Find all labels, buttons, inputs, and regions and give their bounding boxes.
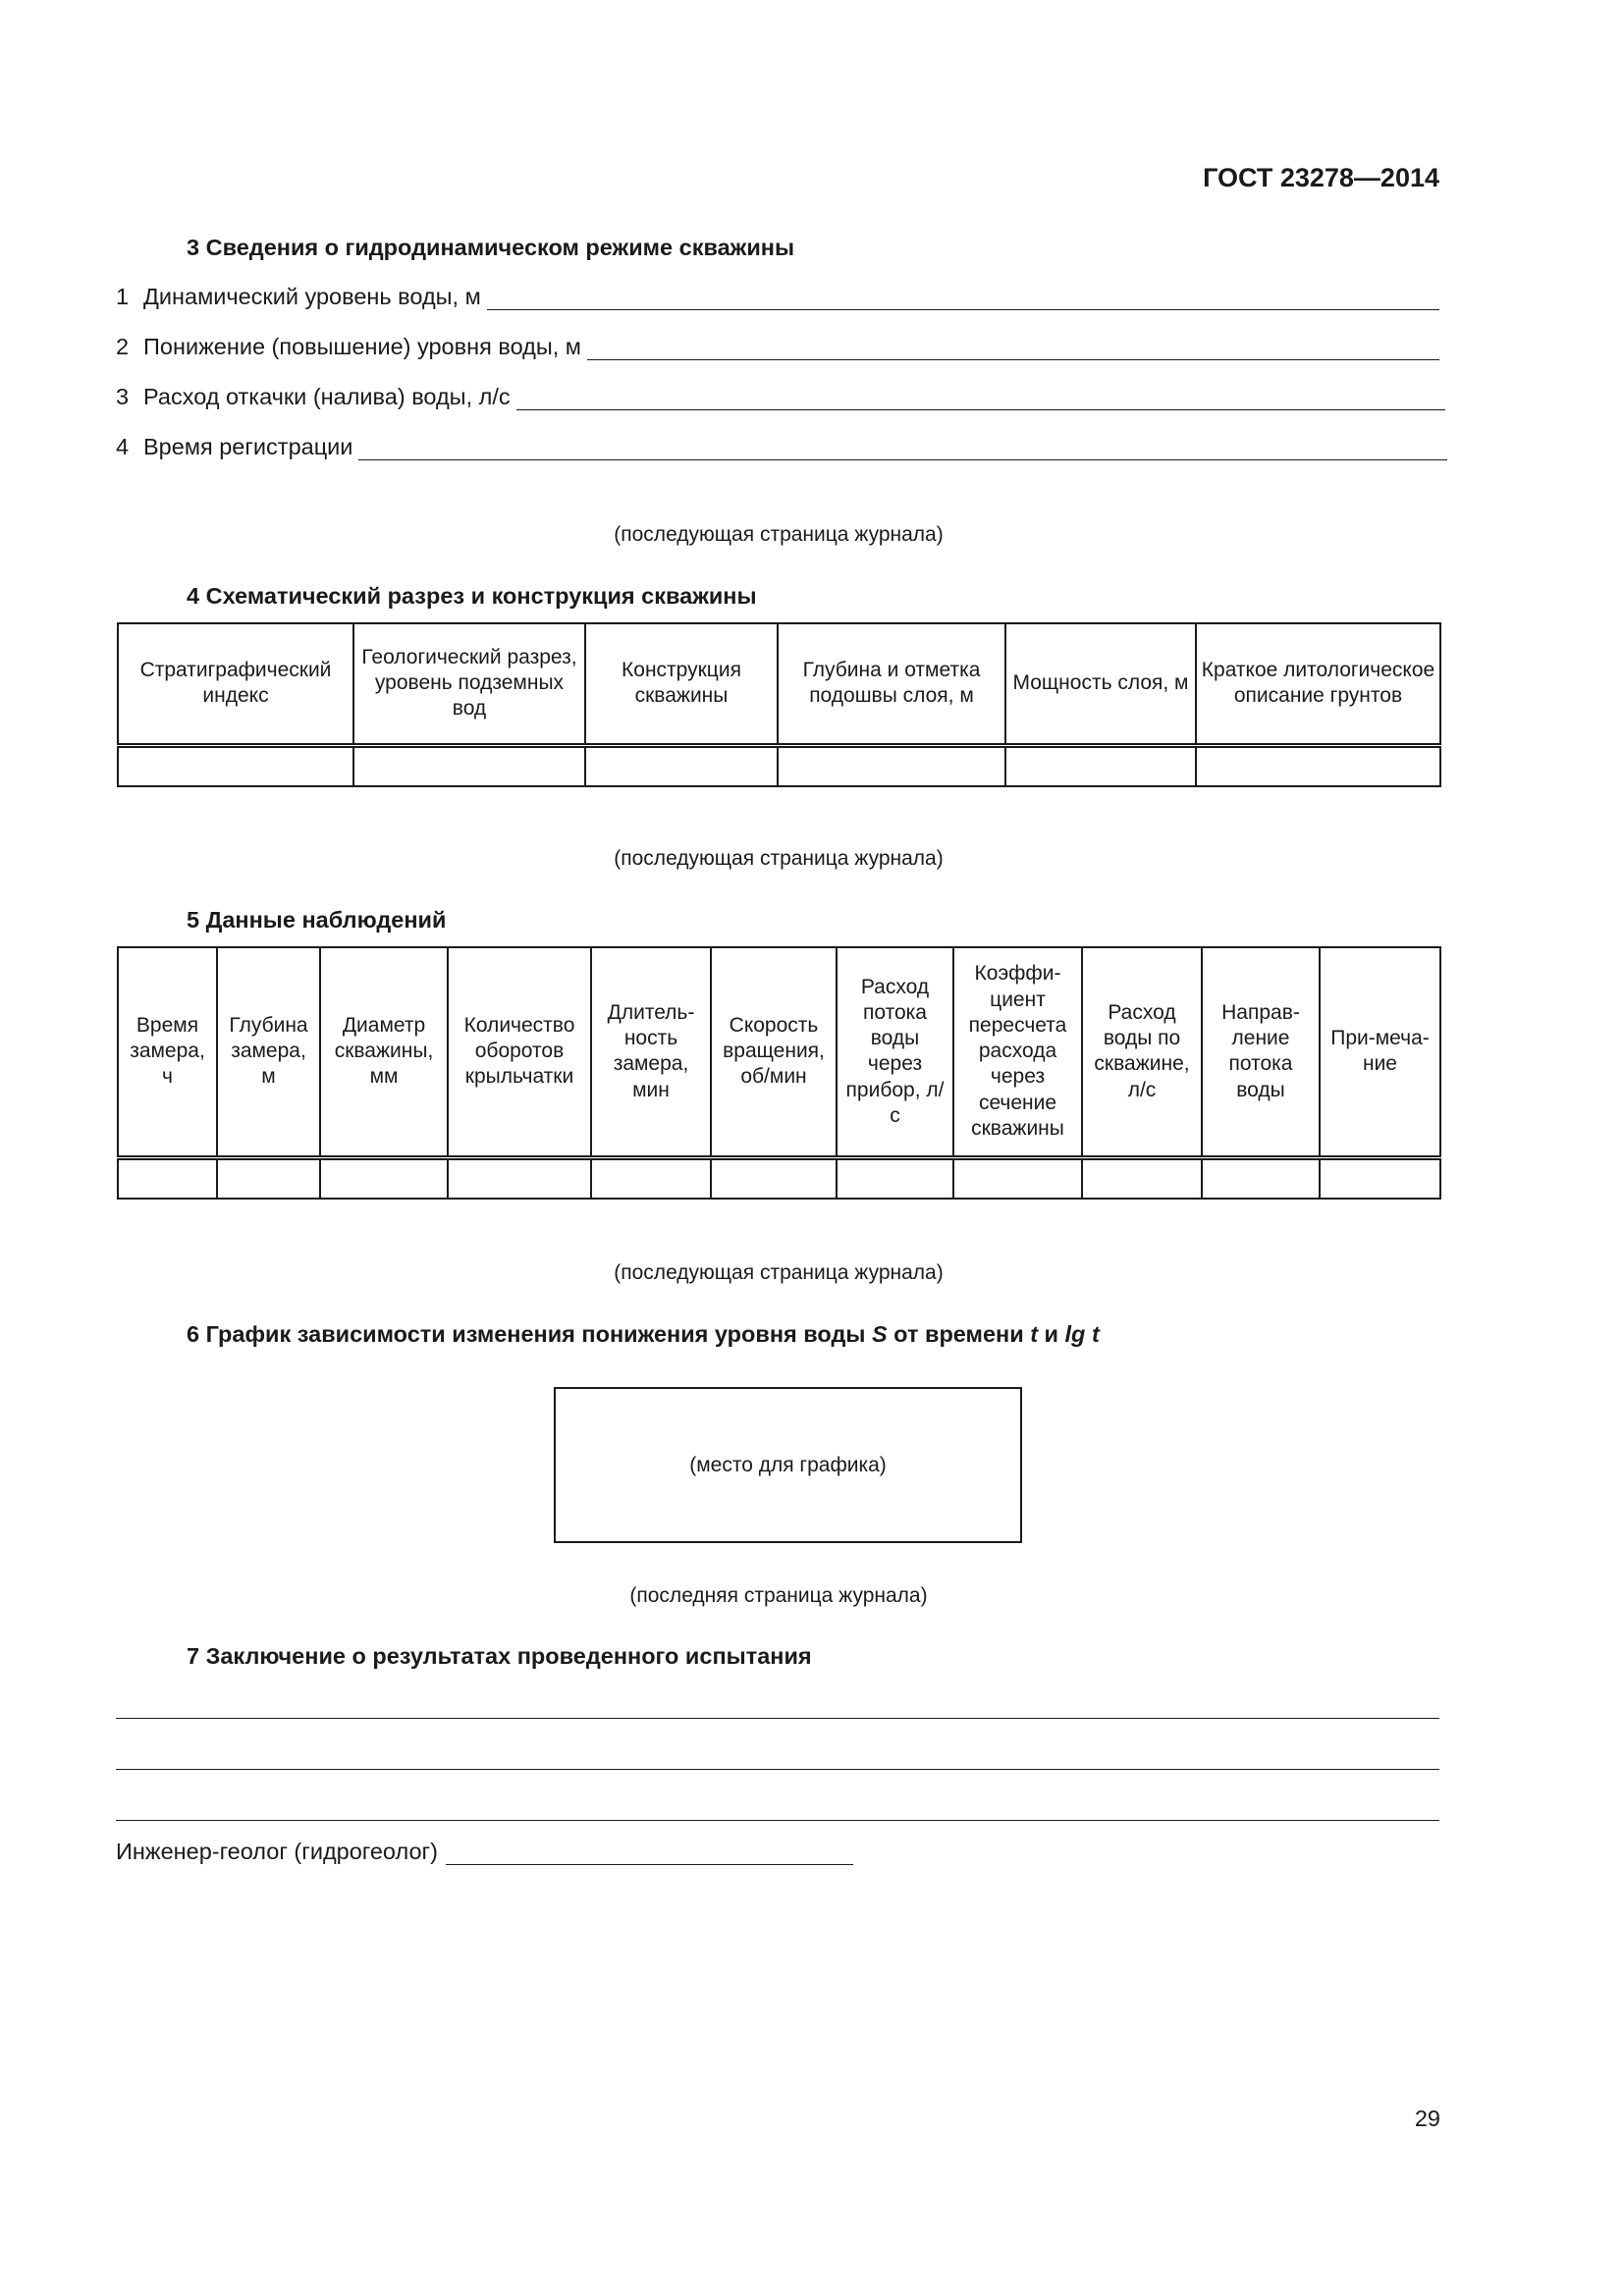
column-header: Длитель-ность замера, мин xyxy=(591,947,711,1157)
column-header: Стратиграфический индекс xyxy=(118,623,353,745)
variable-t: t xyxy=(1030,1321,1039,1347)
table-cell[interactable] xyxy=(585,745,778,786)
document-id: ГОСТ 23278—2014 xyxy=(1203,163,1439,192)
variable-lgt: lg t xyxy=(1064,1321,1100,1347)
well-section-table xyxy=(117,622,1441,787)
table-cell[interactable] xyxy=(448,1157,591,1199)
column-header: Коэффи-циент пересчета расхода через сечение скважины xyxy=(953,947,1082,1157)
table-cell[interactable] xyxy=(1082,1157,1202,1199)
field-registration-time xyxy=(116,431,1447,460)
table-cell[interactable] xyxy=(320,1157,448,1199)
table-row xyxy=(118,745,1440,786)
table-cell[interactable] xyxy=(118,745,353,786)
table-cell[interactable] xyxy=(1320,1157,1440,1199)
table-cell[interactable] xyxy=(353,745,585,786)
caption-next-page: (последующая страница журнала) xyxy=(614,1261,944,1284)
field-number: 2 xyxy=(116,334,130,359)
conclusion-line[interactable] xyxy=(116,1769,1439,1770)
variable-s: S xyxy=(871,1321,888,1347)
table-cell[interactable] xyxy=(778,745,1005,786)
graph-placeholder-box[interactable] xyxy=(554,1387,1022,1543)
graph-placeholder-text: (место для графика) xyxy=(689,1453,887,1476)
column-header: Диаметр скважины, мм xyxy=(320,947,448,1157)
signature-row xyxy=(116,1839,853,1865)
table-cell[interactable] xyxy=(217,1157,320,1199)
table-row xyxy=(118,1157,1440,1199)
column-header: Конструкция скважины xyxy=(585,623,778,745)
table-cell[interactable] xyxy=(118,1157,217,1199)
title-text: и xyxy=(1038,1321,1065,1347)
column-header: Краткое литологическое описание грунтов xyxy=(1196,623,1440,745)
page-number: 29 xyxy=(1414,2106,1440,2131)
column-header: Расход потока воды через прибор, л/с xyxy=(837,947,953,1157)
table-cell[interactable] xyxy=(1202,1157,1320,1199)
field-drawdown xyxy=(116,331,1439,360)
table-cell[interactable] xyxy=(1005,745,1196,786)
field-number: 4 xyxy=(116,434,130,459)
section-3-title: 3 Сведения о гидродинамическом режиме скважины xyxy=(187,235,795,260)
table-cell[interactable] xyxy=(837,1157,953,1199)
field-label: Динамический уровень воды, м xyxy=(143,284,481,309)
column-header: Мощность слоя, м xyxy=(1005,623,1196,745)
column-header: Глубина и отметка подошвы слоя, м xyxy=(778,623,1005,745)
field-number: 1 xyxy=(116,284,130,309)
column-header: Направ-ление потока воды xyxy=(1202,947,1320,1157)
caption-last-page: (последняя страница журнала) xyxy=(629,1584,928,1607)
column-header: При-меча-ние xyxy=(1320,947,1440,1157)
field-label: Понижение (повышение) уровня воды, м xyxy=(143,334,581,359)
discharge-input-line[interactable] xyxy=(516,388,1445,410)
column-header: Количество оборотов крыльчатки xyxy=(448,947,591,1157)
column-header: Расход воды по скважине, л/с xyxy=(1082,947,1202,1157)
field-discharge xyxy=(116,381,1445,410)
section-7-title: 7 Заключение о результатах проведенного испытания xyxy=(187,1643,812,1669)
table-cell[interactable] xyxy=(711,1157,837,1199)
title-text: 6 График зависимости изменения понижения уровня воды xyxy=(187,1321,872,1347)
field-number: 3 xyxy=(116,384,130,409)
signature-label: Инженер-геолог (гидрогеолог) xyxy=(116,1839,438,1864)
conclusion-line[interactable] xyxy=(116,1820,1439,1821)
table-cell[interactable] xyxy=(953,1157,1082,1199)
section-5-title: 5 Данные наблюдений xyxy=(187,907,447,933)
field-label: Время регистрации xyxy=(143,434,353,459)
observations-table xyxy=(117,946,1441,1200)
signature-line[interactable] xyxy=(446,1842,853,1865)
registration-time-input-line[interactable] xyxy=(358,438,1447,460)
title-text: от времени xyxy=(887,1321,1031,1347)
field-dynamic-level xyxy=(116,281,1439,310)
table-cell[interactable] xyxy=(591,1157,711,1199)
conclusion-line[interactable] xyxy=(116,1718,1439,1719)
dynamic-level-input-line[interactable] xyxy=(487,288,1439,310)
column-header: Глубина замера, м xyxy=(217,947,320,1157)
section-4-title: 4 Схематический разрез и конструкция скважины xyxy=(187,583,757,609)
column-header: Время замера, ч xyxy=(118,947,217,1157)
caption-next-page: (последующая страница журнала) xyxy=(614,523,944,546)
caption-next-page: (последующая страница журнала) xyxy=(614,847,944,870)
column-header: Геологический разрез, уровень подземных вод xyxy=(353,623,585,745)
column-header: Скорость вращения, об/мин xyxy=(711,947,837,1157)
section-6-title xyxy=(187,1321,1100,1348)
table-cell[interactable] xyxy=(1196,745,1440,786)
field-label: Расход откачки (налива) воды, л/с xyxy=(143,384,511,409)
drawdown-input-line[interactable] xyxy=(587,338,1439,360)
